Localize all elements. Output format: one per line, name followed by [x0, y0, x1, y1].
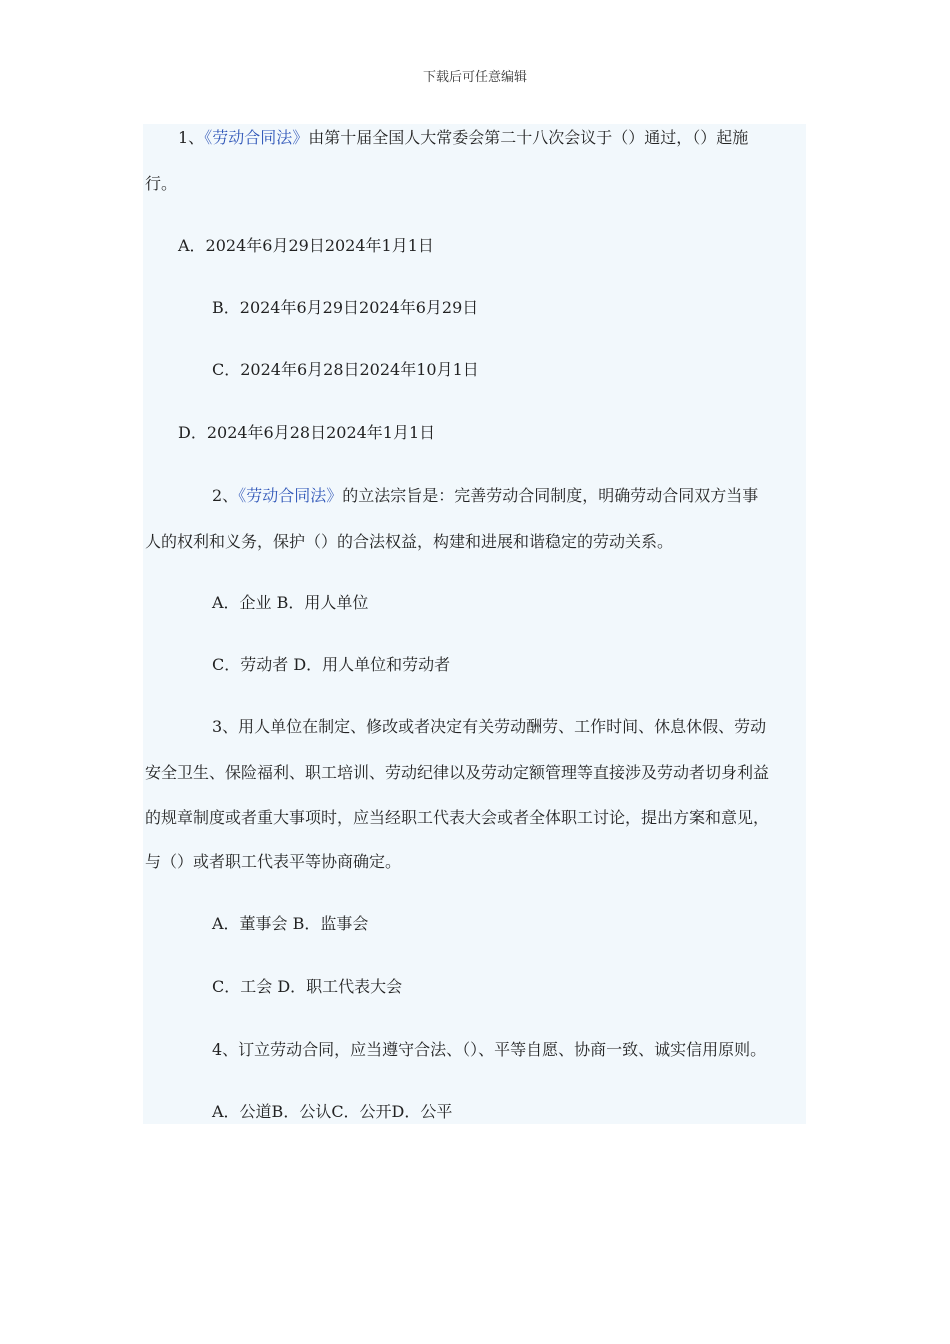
question-3-options-ab: A．董事会 B．监事会	[212, 914, 369, 933]
question-2-line-2: 人的权利和义务，保护（）的合法权益，构建和进展和谐稳定的劳动关系。	[145, 532, 674, 551]
question-1-line-1	[178, 128, 748, 148]
question-1-option-b: B．2024年6月29日2024年6月29日	[212, 298, 479, 317]
question-3-line-3: 的规章制度或者重大事项时，应当经职工代表大会或者全体职工讨论，提出方案和意见，	[145, 808, 770, 827]
question-1-line-2: 行。	[145, 174, 178, 193]
question-3-line-2: 安全卫生、保险福利、职工培训、劳动纪律以及劳动定额管理等直接涉及劳动者切身利益	[145, 763, 770, 782]
question-3-options-cd: C．工会 D．职工代表大会	[212, 977, 403, 996]
question-2-line-1	[212, 486, 758, 506]
question-text: 的立法宗旨是：完善劳动合同制度，明确劳动合同双方当事	[342, 486, 759, 505]
question-3-line-1: 3、用人单位在制定、修改或者决定有关劳动酬劳、工作时间、休息休假、劳动	[212, 717, 767, 736]
question-1-option-a: A．2024年6月29日2024年1月1日	[178, 236, 434, 255]
question-number: 1、	[178, 128, 205, 147]
question-1-option-c: C．2024年6月28日2024年10月1日	[212, 360, 479, 379]
question-1-option-d: D．2024年6月28日2024年1月1日	[178, 423, 436, 442]
law-link[interactable]: 《劳动合同法》	[238, 486, 343, 505]
question-4-options: A．公道B．公认C．公开D．公平	[212, 1102, 453, 1121]
question-3-line-4: 与（）或者职工代表平等协商确定。	[145, 852, 402, 871]
law-link[interactable]: 《劳动合同法》	[204, 128, 309, 147]
content-panel	[143, 124, 806, 1124]
question-text: 由第十届全国人大常委会第二十八次会议于（）通过，（）起施	[308, 128, 749, 147]
question-number: 2、	[212, 486, 239, 505]
page-header: 下载后可任意编辑	[422, 70, 527, 85]
question-2-options-cd: C．劳动者 D．用人单位和劳动者	[212, 655, 451, 674]
question-2-options-ab: A．企业 B．用人单位	[212, 593, 369, 612]
question-4-line-1: 4、订立劳动合同，应当遵守合法、（）、平等自愿、协商一致、诚实信用原则。	[212, 1040, 767, 1059]
